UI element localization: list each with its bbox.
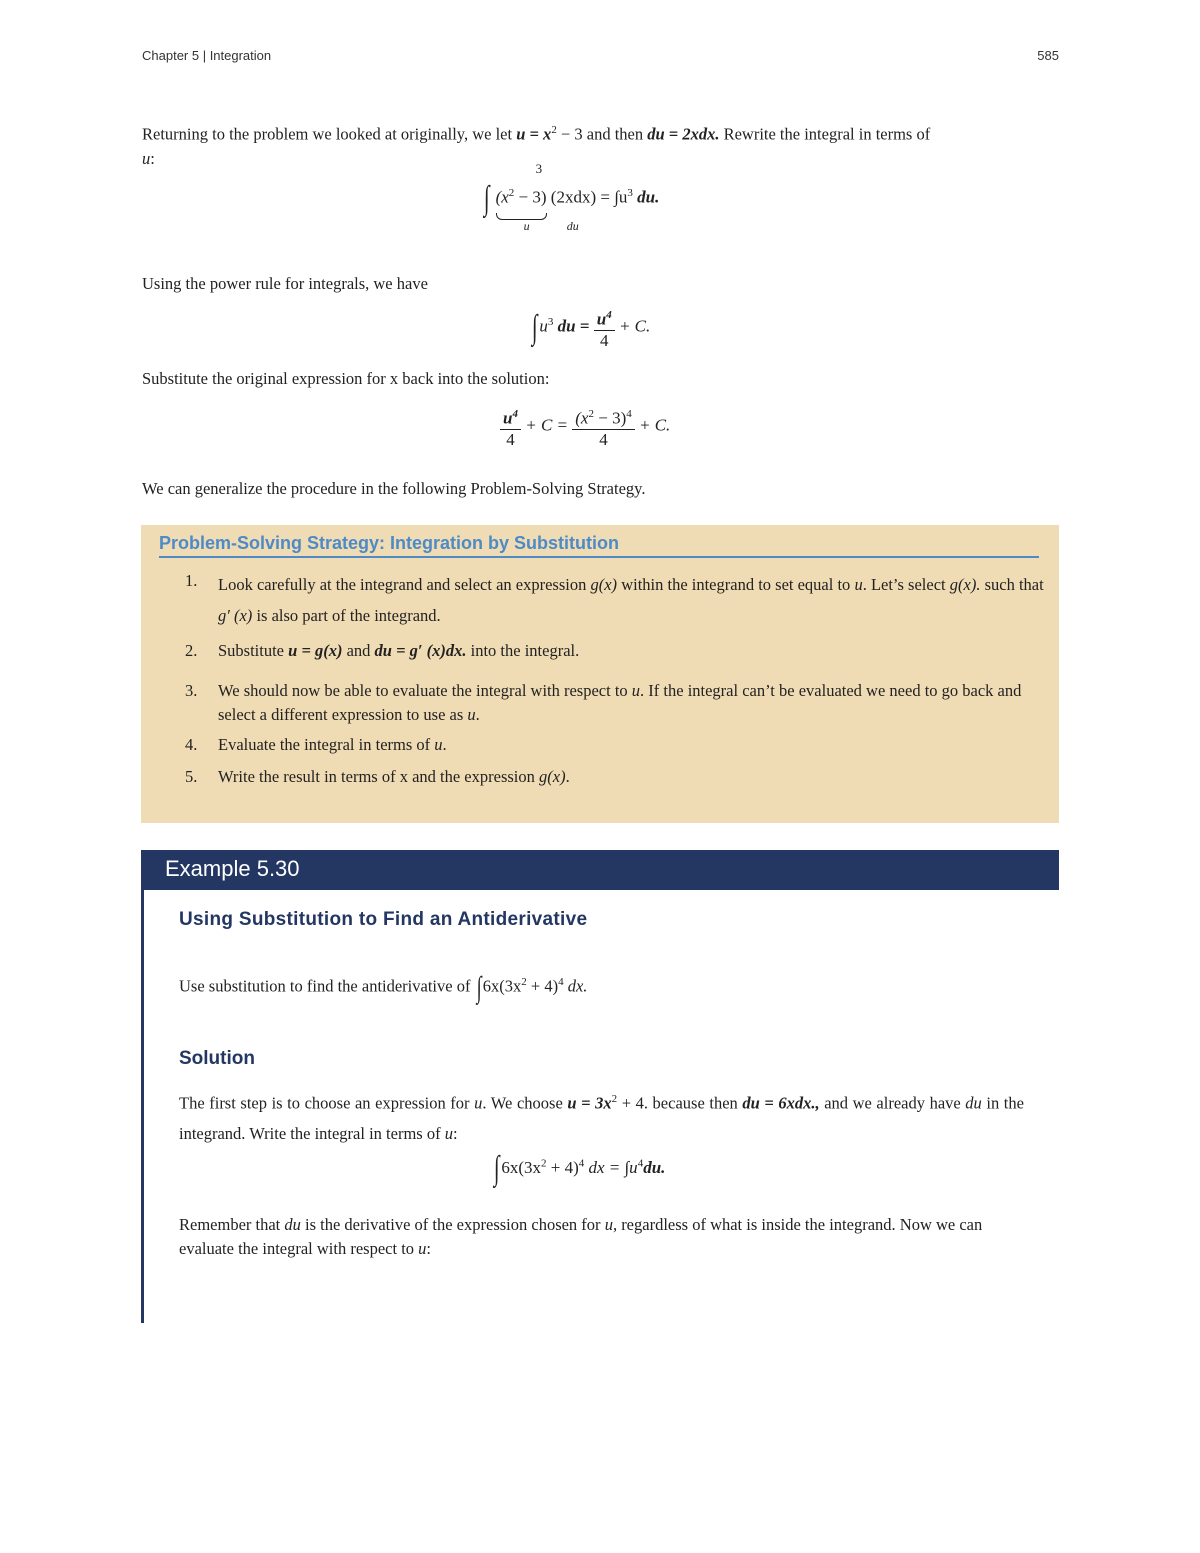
- intro-paragraph: Returning to the problem we looked at originally, we let $u = x^2 - 3$ and then du = 2xdx. Rewrite the integral in terms of u:: [142, 124, 931, 168]
- solution-heading: Solution: [179, 1048, 255, 1069]
- strategy-title: Problem-Solving Strategy: Integration by Substitution: [159, 533, 1039, 558]
- power-rule-paragraph: Using the power rule for integrals, we have: [142, 274, 428, 293]
- solution-paragraph-1: The first step is to choose an expression for u. We choose $u = 3x^2 + 4$. because then du = 6xdx., and we already have du in the integrand. Write the integral in terms of u:: [179, 1093, 1024, 1143]
- solution-equation: ∫ $6x(3x^2 + 4)^4$ dx = $\int u^4du$.: [493, 1150, 666, 1187]
- example-prompt: Use substitution to find the antiderivative of $\int 6x(3x^2 + 4)^4$ dx.: [179, 970, 588, 1004]
- solution-paragraph-2: Remember that du is the derivative of the expression chosen for u, regardless of what is inside the integrand. Now we can evaluate the integral with respect to u:: [179, 1215, 983, 1258]
- chapter-header: Chapter 5 | Integration: [142, 48, 272, 63]
- problem-solving-strategy-box: Problem-Solving Strategy: Integration by Substitution 1. Look carefully at the integrand and select an expression g(x) within the integrand to set equal to u. Let’s select g(x). such that g′ (x) is also part of the integrand. 2. Substitute u = g(x) and du = g′ (x)dx. into the integral. 3. We should now be able to evaluate the integral with respect to u. If the integral can’t be evaluated we need to go back and select a different expression to use as u. 4. Evaluate the integral in terms of u. 5. Write the result in terms of x and the expression g(x).: [141, 525, 1059, 823]
- equation-substitution: ∫ $(x^2 - 3)$ 3 u $(2xdx) = \int u^3$ du. du: [483, 161, 660, 234]
- example-title: Using Substitution to Find an Antiderivative: [179, 909, 588, 930]
- generalize-paragraph: We can generalize the procedure in the following Problem-Solving Strategy.: [142, 479, 646, 498]
- example-left-rule: [141, 890, 144, 1323]
- equation-back-substitution: $\frac{u^4}{4}$ + C = $\frac{(x^2 - 3)^4}{4}$ + C.: [500, 404, 670, 450]
- substitute-back-paragraph: Substitute the original expression for x back into the solution:: [142, 369, 550, 388]
- equation-power-rule: ∫ $u^3$ du = $\frac{u^4}{4}$ + C.: [530, 305, 650, 351]
- example-label: Example 5.30: [165, 856, 300, 881]
- example-header-bar: [141, 850, 1059, 890]
- page-number: 585: [1037, 48, 1059, 63]
